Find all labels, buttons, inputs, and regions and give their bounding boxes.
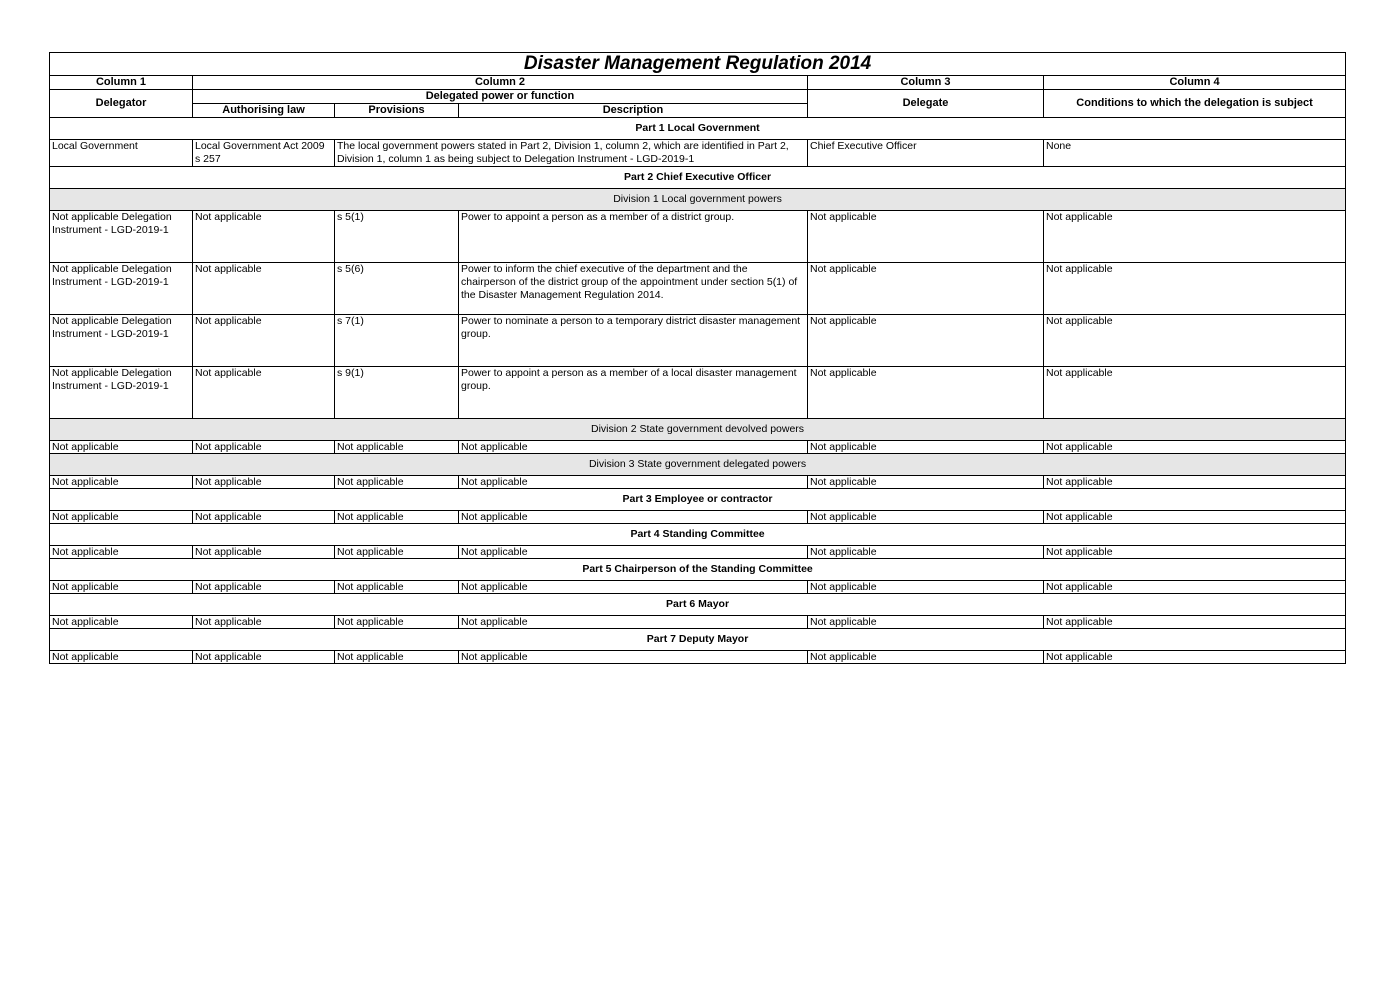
provision-cell: Not applicable	[335, 616, 459, 629]
table-row	[50, 367, 1346, 419]
description-cell: Not applicable	[459, 511, 808, 524]
page-title: Disaster Management Regulation 2014	[50, 53, 1346, 76]
law-cell: Local Government Act 2009 s 257	[193, 140, 335, 167]
law-cell: Not applicable	[193, 211, 335, 263]
delegate-cell: Not applicable	[808, 581, 1044, 594]
delegator-cell: Not applicable	[50, 581, 193, 594]
law-cell: Not applicable	[193, 315, 335, 367]
authorising-law-header: Authorising law	[193, 104, 335, 118]
conditions-header: Conditions to which the delegation is subject	[1044, 90, 1346, 118]
delegate-cell: Not applicable	[808, 367, 1044, 419]
conditions-cell: Not applicable	[1044, 581, 1346, 594]
delegator-cell: Not applicable Delegation Instrument - LGD-2019-1	[50, 263, 193, 315]
delegator-cell: Not applicable	[50, 616, 193, 629]
table-row	[50, 211, 1346, 263]
part-7-heading: Part 7 Deputy Mayor	[50, 629, 1346, 651]
table-row	[50, 651, 1346, 664]
description-cell: Not applicable	[459, 476, 808, 489]
part-5-heading: Part 5 Chairperson of the Standing Committee	[50, 559, 1346, 581]
delegation-table	[49, 52, 1346, 664]
description-cell: Not applicable	[459, 651, 808, 664]
provision-cell: Not applicable	[335, 546, 459, 559]
law-cell: Not applicable	[193, 511, 335, 524]
table-row	[50, 546, 1346, 559]
delegate-cell: Not applicable	[808, 651, 1044, 664]
conditions-cell: Not applicable	[1044, 367, 1346, 419]
description-cell: Not applicable	[459, 546, 808, 559]
description-cell: Power to appoint a person as a member of a district group.	[459, 211, 808, 263]
delegator-cell: Not applicable	[50, 511, 193, 524]
description-cell: Not applicable	[459, 616, 808, 629]
conditions-cell: Not applicable	[1044, 315, 1346, 367]
provisions-header: Provisions	[335, 104, 459, 118]
delegator-cell: Not applicable	[50, 546, 193, 559]
delegate-cell: Not applicable	[808, 546, 1044, 559]
provision-cell: Not applicable	[335, 511, 459, 524]
delegator-cell: Not applicable Delegation Instrument - LGD-2019-1	[50, 211, 193, 263]
law-cell: Not applicable	[193, 546, 335, 559]
delegate-cell: Not applicable	[808, 263, 1044, 315]
description-cell: Not applicable	[459, 441, 808, 454]
table-row	[50, 315, 1346, 367]
law-cell: Not applicable	[193, 651, 335, 664]
conditions-cell: Not applicable	[1044, 651, 1346, 664]
division-2-heading: Division 2 State government devolved powers	[50, 419, 1346, 441]
conditions-cell: Not applicable	[1044, 511, 1346, 524]
conditions-cell: Not applicable	[1044, 211, 1346, 263]
description-cell: Power to nominate a person to a temporary district disaster management group.	[459, 315, 808, 367]
provision-cell: s 7(1)	[335, 315, 459, 367]
delegator-cell: Not applicable Delegation Instrument - LGD-2019-1	[50, 367, 193, 419]
table-row	[50, 263, 1346, 315]
conditions-cell: Not applicable	[1044, 616, 1346, 629]
part-2-heading: Part 2 Chief Executive Officer	[50, 167, 1346, 189]
delegate-header: Delegate	[808, 90, 1044, 118]
description-cell: Power to inform the chief executive of the department and the chairperson of the district group of the appointment under section 5(1) of the Disaster Management Regulation 2014.	[459, 263, 808, 315]
part-6-heading: Part 6 Mayor	[50, 594, 1346, 616]
provision-cell: Not applicable	[335, 651, 459, 664]
table-row	[50, 581, 1346, 594]
delegator-cell: Not applicable	[50, 476, 193, 489]
part-3-heading: Part 3 Employee or contractor	[50, 489, 1346, 511]
provision-cell: Not applicable	[335, 476, 459, 489]
law-cell: Not applicable	[193, 616, 335, 629]
delegate-cell: Not applicable	[808, 476, 1044, 489]
law-cell: Not applicable	[193, 263, 335, 315]
column-1-header: Column 1	[50, 76, 193, 90]
conditions-cell: Not applicable	[1044, 441, 1346, 454]
delegator-cell: Not applicable	[50, 651, 193, 664]
table-row	[50, 616, 1346, 629]
delegate-cell: Not applicable	[808, 211, 1044, 263]
delegator-cell: Not applicable	[50, 441, 193, 454]
law-cell: Not applicable	[193, 367, 335, 419]
law-cell: Not applicable	[193, 441, 335, 454]
division-1-heading: Division 1 Local government powers	[50, 189, 1346, 211]
delegate-cell: Not applicable	[808, 616, 1044, 629]
description-cell: Power to appoint a person as a member of a local disaster management group.	[459, 367, 808, 419]
delegate-cell: Not applicable	[808, 441, 1044, 454]
description-cell: The local government powers stated in Part 2, Division 1, column 2, which are identified in Part 2, Division 1, column 1 as being subject to Delegation Instrument - LGD-2019-1	[335, 140, 808, 167]
delegator-cell: Not applicable Delegation Instrument - LGD-2019-1	[50, 315, 193, 367]
part-1-heading: Part 1 Local Government	[50, 118, 1346, 140]
description-header: Description	[459, 104, 808, 118]
part-4-heading: Part 4 Standing Committee	[50, 524, 1346, 546]
delegated-power-header: Delegated power or function	[193, 90, 808, 104]
table-row	[50, 140, 1346, 167]
conditions-cell: None	[1044, 140, 1346, 167]
column-2-header: Column 2	[193, 76, 808, 90]
delegate-cell: Not applicable	[808, 315, 1044, 367]
law-cell: Not applicable	[193, 581, 335, 594]
provision-cell: s 9(1)	[335, 367, 459, 419]
provision-cell: Not applicable	[335, 581, 459, 594]
provision-cell: s 5(6)	[335, 263, 459, 315]
delegate-cell: Not applicable	[808, 511, 1044, 524]
conditions-cell: Not applicable	[1044, 546, 1346, 559]
provision-cell: Not applicable	[335, 441, 459, 454]
table-row	[50, 511, 1346, 524]
conditions-cell: Not applicable	[1044, 476, 1346, 489]
delegator-header: Delegator	[50, 90, 193, 118]
division-3-heading: Division 3 State government delegated powers	[50, 454, 1346, 476]
description-cell: Not applicable	[459, 581, 808, 594]
provision-cell: s 5(1)	[335, 211, 459, 263]
column-4-header: Column 4	[1044, 76, 1346, 90]
conditions-cell: Not applicable	[1044, 263, 1346, 315]
law-cell: Not applicable	[193, 476, 335, 489]
delegate-cell: Chief Executive Officer	[808, 140, 1044, 167]
table-row	[50, 476, 1346, 489]
delegator-cell: Local Government	[50, 140, 193, 167]
table-row	[50, 441, 1346, 454]
column-3-header: Column 3	[808, 76, 1044, 90]
